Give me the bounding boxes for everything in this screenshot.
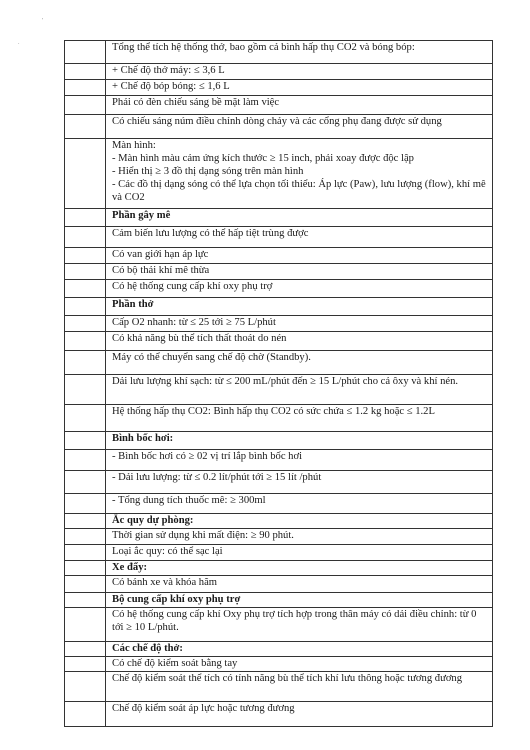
- specification-text: - Hiển thị ≥ 3 đồ thị dạng sóng trên màn hình: [112, 166, 304, 177]
- specification-cell: [106, 64, 493, 80]
- row-index-cell: [65, 561, 106, 576]
- row-index-cell: [65, 332, 106, 351]
- row-index-cell: [65, 41, 106, 64]
- row-index-cell: [65, 657, 106, 672]
- specification-text: Hệ thống hấp thụ CO2: Bình hấp thụ CO2 có sức chứa ≤ 1.2 kg hoặc ≤ 1.2L: [112, 406, 435, 417]
- table-row: [65, 316, 493, 332]
- specification-text: Bình bốc hơi:: [112, 433, 174, 444]
- row-index-cell: [65, 264, 106, 280]
- table-row: [65, 642, 493, 657]
- table-row: [65, 64, 493, 80]
- table-row: [65, 405, 493, 432]
- table-row: [65, 494, 493, 514]
- row-index-cell: [65, 64, 106, 80]
- section-heading-cell: [106, 298, 493, 316]
- section-heading-cell: [106, 561, 493, 576]
- row-index-cell: [65, 494, 106, 514]
- specification-text: Có bánh xe và khóa hãm: [112, 577, 218, 588]
- row-index-cell: [65, 529, 106, 545]
- table-row: [65, 375, 493, 405]
- scan-speck: .: [18, 40, 20, 46]
- row-index-cell: [65, 514, 106, 529]
- section-heading-cell: [106, 642, 493, 657]
- specification-cell: [106, 316, 493, 332]
- specification-cell: [106, 280, 493, 298]
- table-row: [65, 514, 493, 529]
- specification-text: Có chế độ kiểm soát bằng tay: [112, 658, 238, 669]
- row-index-cell: [65, 702, 106, 727]
- specification-table-body: [65, 41, 493, 727]
- row-index-cell: [65, 209, 106, 227]
- specification-text: Loại ắc quy: có thể sạc lại: [112, 546, 223, 557]
- specification-text: Có hệ thống cung cấp khí Oxy phụ trợ tích hợp trong thân máy có dải điều chỉnh: từ 0 tới ≥ 10 L/phút.: [112, 609, 477, 633]
- section-heading-cell: [106, 593, 493, 608]
- row-index-cell: [65, 608, 106, 642]
- specification-cell: [106, 405, 493, 432]
- specification-text: Xe đẩy:: [112, 562, 148, 573]
- specification-cell: [106, 471, 493, 494]
- specification-text: Phải có đèn chiếu sáng bề mặt làm việc: [112, 97, 280, 108]
- row-index-cell: [65, 672, 106, 702]
- row-index-cell: [65, 298, 106, 316]
- table-row: [65, 450, 493, 471]
- specification-cell: [106, 494, 493, 514]
- table-row: [65, 471, 493, 494]
- specification-text: Có khả năng bù thể tích thất thoát do nén: [112, 333, 287, 344]
- table-row: [65, 248, 493, 264]
- table-row: [65, 280, 493, 298]
- table-row: [65, 672, 493, 702]
- table-row: [65, 545, 493, 561]
- row-index-cell: [65, 471, 106, 494]
- specification-cell: [106, 227, 493, 248]
- specification-text: - Màn hình màu cảm ứng kích thước ≥ 15 inch, phải xoay được độc lập: [112, 153, 414, 164]
- specification-cell: [106, 672, 493, 702]
- table-row: [65, 657, 493, 672]
- table-row: [65, 227, 493, 248]
- row-index-cell: [65, 432, 106, 450]
- table-row: [65, 41, 493, 64]
- specification-cell: [106, 576, 493, 593]
- section-heading-cell: [106, 209, 493, 227]
- specification-cell: [106, 96, 493, 115]
- specification-text: Ắc quy dự phòng:: [112, 515, 194, 526]
- table-row: [65, 702, 493, 727]
- specification-text: Dải lưu lượng khí sạch: từ ≤ 200 mL/phút đến ≥ 15 L/phút cho cả ôxy và khí nén.: [112, 376, 459, 387]
- row-index-cell: [65, 375, 106, 405]
- table-row: [65, 96, 493, 115]
- specification-cell: [106, 375, 493, 405]
- specification-cell: [106, 80, 493, 96]
- specification-text: + Chế độ thở máy: ≤ 3,6 L: [112, 65, 225, 76]
- specification-text: Chế độ kiểm soát áp lực hoặc tương đương: [112, 703, 295, 714]
- table-row: [65, 80, 493, 96]
- specification-text: - Bình bốc hơi có ≥ 02 vị trí lắp bình bốc hơi: [112, 451, 303, 462]
- row-index-cell: [65, 576, 106, 593]
- row-index-cell: [65, 80, 106, 96]
- scan-speck: ': [42, 18, 44, 24]
- specification-cell: [106, 702, 493, 727]
- specification-cell: [106, 608, 493, 642]
- specification-cell: [106, 115, 493, 139]
- specification-cell: [106, 351, 493, 375]
- specification-text: Các chế độ thở:: [112, 643, 183, 654]
- specification-text: Có bộ thải khí mê thừa: [112, 265, 210, 276]
- specification-table: [64, 40, 493, 727]
- table-row: [65, 576, 493, 593]
- row-index-cell: [65, 115, 106, 139]
- row-index-cell: [65, 593, 106, 608]
- specification-text: Tổng thể tích hệ thống thở, bao gồm cả bình hấp thụ CO2 và bóng bóp:: [112, 42, 415, 53]
- specification-text: Có hệ thống cung cấp khí oxy phụ trợ: [112, 281, 273, 292]
- specification-text: Có chiếu sáng núm điều chỉnh dòng chảy và các cổng phụ đang được sử dụng: [112, 116, 442, 127]
- specification-text: Cảm biến lưu lượng có thể hấp tiệt trùng được: [112, 228, 309, 239]
- specification-text: Thời gian sử dụng khi mất điện: ≥ 90 phút.: [112, 530, 294, 541]
- table-row: [65, 115, 493, 139]
- table-row: [65, 529, 493, 545]
- row-index-cell: [65, 642, 106, 657]
- specification-text: - Dải lưu lượng: từ ≤ 0.2 lít/phút tới ≥ 15 lít /phút: [112, 472, 322, 483]
- specification-cell: [106, 264, 493, 280]
- specification-text: + Chế độ bóp bóng: ≤ 1,6 L: [112, 81, 230, 92]
- specification-text: Chế độ kiểm soát thể tích có tính năng bù thể tích khí lưu thông hoặc tương đương: [112, 673, 463, 684]
- section-heading-cell: [106, 432, 493, 450]
- specification-cell: [106, 450, 493, 471]
- table-row: [65, 351, 493, 375]
- table-row: [65, 264, 493, 280]
- table-row: [65, 561, 493, 576]
- row-index-cell: [65, 248, 106, 264]
- section-heading-cell: [106, 514, 493, 529]
- specification-cell: [106, 529, 493, 545]
- specification-text: Máy có thể chuyển sang chế độ chờ (Standby).: [112, 352, 311, 363]
- specification-text: Cấp O2 nhanh: từ ≤ 25 tới ≥ 75 L/phút: [112, 317, 276, 328]
- table-row: [65, 332, 493, 351]
- specification-text: Phần gây mê: [112, 210, 171, 221]
- row-index-cell: [65, 280, 106, 298]
- row-index-cell: [65, 405, 106, 432]
- specification-cell: [106, 332, 493, 351]
- row-index-cell: [65, 450, 106, 471]
- row-index-cell: [65, 545, 106, 561]
- specification-text: Phần thở: [112, 299, 154, 310]
- table-row: [65, 298, 493, 316]
- row-index-cell: [65, 351, 106, 375]
- specification-text: - Tổng dung tích thuốc mê: ≥ 300ml: [112, 495, 266, 506]
- table-row: [65, 209, 493, 227]
- table-row: [65, 139, 493, 209]
- row-index-cell: [65, 96, 106, 115]
- specification-cell: [106, 545, 493, 561]
- row-index-cell: [65, 227, 106, 248]
- table-row: [65, 593, 493, 608]
- table-row: [65, 432, 493, 450]
- specification-cell: [106, 139, 493, 209]
- table-row: [65, 608, 493, 642]
- specification-cell: [106, 657, 493, 672]
- row-index-cell: [65, 139, 106, 209]
- specification-cell: [106, 41, 493, 64]
- specification-text: - Các đồ thị dạng sóng có thể lựa chọn tối thiểu: Áp lực (Paw), lưu lượng (flow), khí mê và CO2: [112, 179, 486, 203]
- specification-text: Màn hình:: [112, 140, 156, 151]
- specification-text: Có van giới hạn áp lực: [112, 249, 209, 260]
- specification-cell: [106, 248, 493, 264]
- specification-text: Bộ cung cấp khí oxy phụ trợ: [112, 594, 241, 605]
- row-index-cell: [65, 316, 106, 332]
